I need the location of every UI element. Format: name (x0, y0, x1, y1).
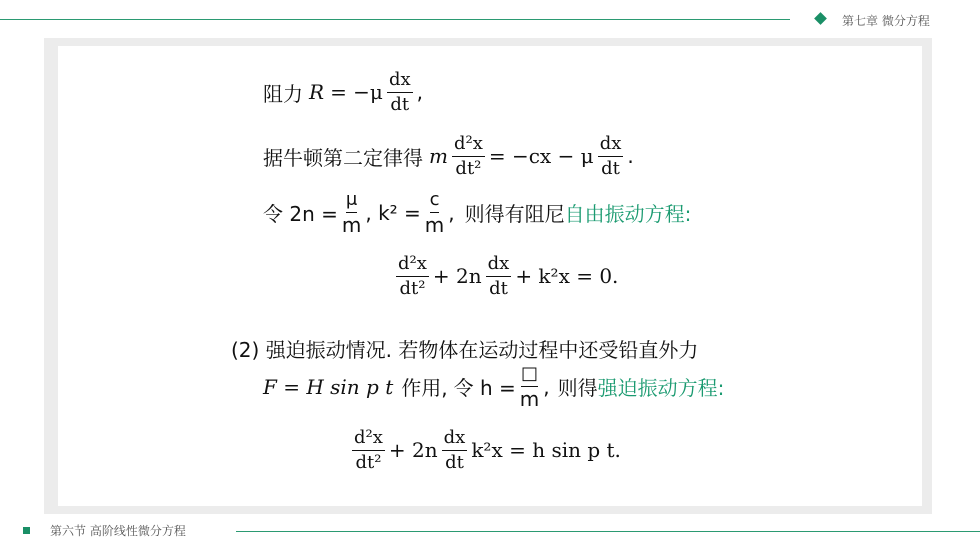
fraction (396, 254, 429, 299)
math-text: R (309, 80, 325, 105)
fraction-numerator: dx (387, 70, 413, 93)
punctuation: , (543, 374, 550, 399)
newton-law-label: 据牛顿第二定律得 (263, 145, 423, 170)
fraction (387, 70, 413, 115)
header-rule (0, 19, 790, 20)
section-title: 第六节 高阶线性微分方程 (50, 524, 186, 538)
fraction (352, 428, 385, 473)
chapter-title: 第七章 微分方程 (842, 14, 930, 28)
math-text: m (429, 144, 448, 169)
body-text: (2) 强迫振动情况. 若物体在运动过程中还受铅直外力 (231, 338, 699, 362)
fraction-denominator: dt² (455, 157, 482, 179)
fraction-numerator: c (430, 190, 440, 213)
punctuation: , (448, 200, 455, 225)
fraction-denominator: dt (390, 93, 410, 115)
math-text: k²x = h sin p t. (471, 438, 621, 463)
math-text: = −μ (330, 80, 383, 105)
fraction (520, 364, 539, 410)
math-text: F = H sin p t (263, 374, 394, 399)
highlight-term: 强迫振动方程: (597, 376, 725, 401)
free-vibration-equation (392, 254, 618, 299)
punctuation: , (416, 80, 423, 105)
diamond-icon (814, 12, 827, 25)
fraction-numerator: dx (598, 134, 624, 157)
substitution-line (263, 190, 691, 236)
fraction-denominator: dt² (399, 277, 426, 299)
math-text: + k²x = 0. (515, 264, 619, 289)
punctuation: . (627, 144, 634, 169)
fraction (486, 254, 512, 299)
fraction-numerator: d²x (396, 254, 429, 277)
fraction-denominator: m (519, 386, 540, 411)
fraction-denominator: m (424, 212, 445, 237)
fraction (425, 190, 444, 236)
body-text: 作用, (401, 376, 448, 401)
fraction (452, 134, 485, 179)
newton-law-line (263, 134, 634, 179)
resistance-line (263, 70, 423, 115)
fraction-denominator: m (341, 212, 362, 237)
math-text: + 2n (388, 438, 438, 463)
fraction-numerator: d²x (452, 134, 485, 157)
fraction-numerator: d²x (352, 428, 385, 451)
math-text: , k² = (365, 200, 421, 225)
body-text: 则得 (557, 376, 598, 401)
square-bullet-icon (23, 527, 30, 534)
resistance-label: 阻力 (263, 81, 303, 106)
math-text: 令 h = (453, 376, 516, 401)
highlight-term: 自由振动方程: (564, 202, 692, 227)
fraction-denominator: dt (489, 277, 508, 299)
fraction-denominator: dt (445, 451, 464, 473)
fraction-denominator: dt (601, 157, 620, 179)
fraction (598, 134, 624, 179)
body-text: 则得有阻尼 (464, 202, 565, 227)
fraction-denominator: dt² (355, 451, 382, 473)
forced-vibration-heading (231, 334, 698, 363)
fraction-numerator: dx (442, 428, 468, 451)
external-force-line (263, 364, 724, 410)
fraction-numerator: dx (486, 254, 512, 277)
forced-vibration-equation (348, 428, 621, 473)
math-text: = −cx − μ (488, 144, 594, 169)
math-text: 令 2n = (263, 202, 338, 227)
footer-rule (236, 531, 980, 532)
math-text: + 2n (432, 264, 482, 289)
fraction (342, 190, 361, 236)
fraction-numerator: μ (346, 190, 357, 213)
fraction (442, 428, 468, 473)
fraction-numerator: □ (521, 364, 538, 387)
